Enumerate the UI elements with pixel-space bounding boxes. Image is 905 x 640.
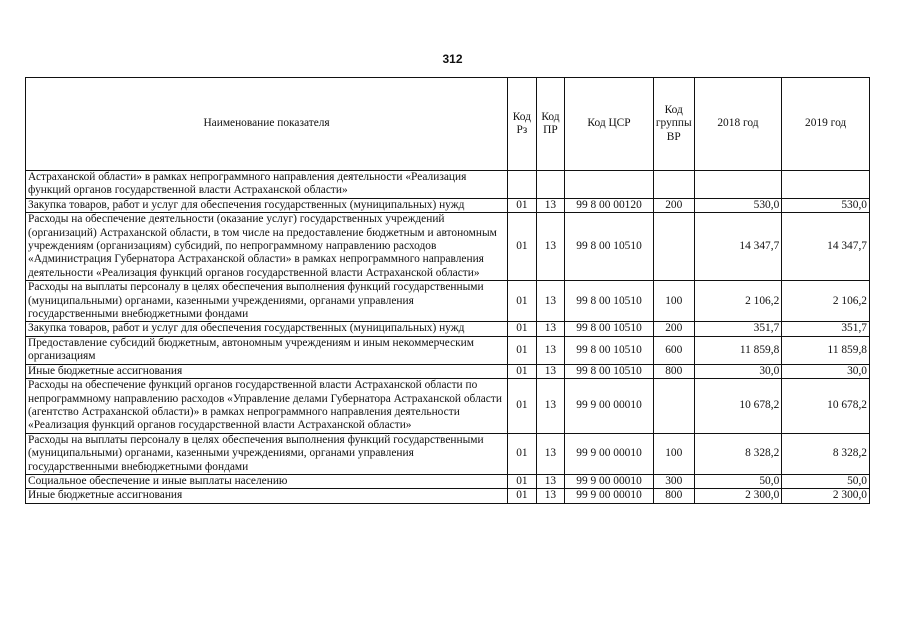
row-2018: 10 678,2 <box>694 379 782 434</box>
table-header-row <box>26 78 870 171</box>
row-rz: 01 <box>508 336 537 364</box>
row-2019: 530,0 <box>782 198 870 212</box>
row-csr <box>565 171 654 199</box>
row-2018: 30,0 <box>694 364 782 378</box>
row-rz <box>508 171 537 199</box>
header-vr: Код группы ВР <box>653 78 694 171</box>
row-rz: 01 <box>508 489 537 503</box>
row-name: Социальное обеспечение и иные выплаты населению <box>26 474 508 488</box>
row-csr: 99 8 00 10510 <box>565 336 654 364</box>
row-2019: 8 328,2 <box>782 433 870 474</box>
row-rz: 01 <box>508 474 537 488</box>
table-row <box>26 336 870 364</box>
row-vr <box>653 171 694 199</box>
table-row <box>26 322 870 336</box>
row-vr: 200 <box>653 198 694 212</box>
row-csr: 99 8 00 10510 <box>565 322 654 336</box>
row-vr: 600 <box>653 336 694 364</box>
row-csr: 99 9 00 00010 <box>565 474 654 488</box>
row-rz: 01 <box>508 379 537 434</box>
row-name: Закупка товаров, работ и услуг для обеспечения государственных (муниципальных) нужд <box>26 322 508 336</box>
header-csr: Код ЦСР <box>565 78 654 171</box>
row-vr <box>653 213 694 281</box>
row-vr: 100 <box>653 281 694 322</box>
row-csr: 99 8 00 10510 <box>565 281 654 322</box>
row-csr: 99 9 00 00010 <box>565 379 654 434</box>
row-csr: 99 8 00 00120 <box>565 198 654 212</box>
row-name: Расходы на выплаты персоналу в целях обеспечения выполнения функций государственными (муниципальными) органами, казенными учреждениями, органами управления государственными внебюджетными фондами <box>26 433 508 474</box>
page-number: 312 <box>442 52 463 66</box>
row-name: Предоставление субсидий бюджетным, автономным учреждениям и иным некоммерческим организациям <box>26 336 508 364</box>
row-name: Закупка товаров, работ и услуг для обеспечения государственных (муниципальных) нужд <box>26 198 508 212</box>
row-2019: 50,0 <box>782 474 870 488</box>
table-row <box>26 364 870 378</box>
row-2018: 50,0 <box>694 474 782 488</box>
table-row <box>26 489 870 503</box>
row-pr: 13 <box>536 198 565 212</box>
row-2018: 2 300,0 <box>694 489 782 503</box>
row-pr: 13 <box>536 336 565 364</box>
row-csr: 99 9 00 00010 <box>565 433 654 474</box>
header-2019: 2019 год <box>782 78 870 171</box>
row-rz: 01 <box>508 433 537 474</box>
row-csr: 99 8 00 10510 <box>565 364 654 378</box>
row-rz: 01 <box>508 213 537 281</box>
row-2018: 14 347,7 <box>694 213 782 281</box>
row-2019: 2 300,0 <box>782 489 870 503</box>
header-2018: 2018 год <box>694 78 782 171</box>
row-rz: 01 <box>508 322 537 336</box>
row-2018: 351,7 <box>694 322 782 336</box>
table-row <box>26 198 870 212</box>
row-name: Иные бюджетные ассигнования <box>26 489 508 503</box>
row-pr: 13 <box>536 489 565 503</box>
row-2019: 10 678,2 <box>782 379 870 434</box>
row-rz: 01 <box>508 364 537 378</box>
header-rz: Код Рз <box>508 78 537 171</box>
row-2018: 530,0 <box>694 198 782 212</box>
row-pr: 13 <box>536 433 565 474</box>
row-pr: 13 <box>536 474 565 488</box>
row-pr: 13 <box>536 364 565 378</box>
row-2018 <box>694 171 782 199</box>
row-2019: 11 859,8 <box>782 336 870 364</box>
row-vr: 800 <box>653 489 694 503</box>
row-name: Расходы на выплаты персоналу в целях обеспечения выполнения функций государственными (муниципальными) органами, казенными учреждениями, органами управления государственными внебюджетными фондами <box>26 281 508 322</box>
row-vr: 800 <box>653 364 694 378</box>
row-vr: 300 <box>653 474 694 488</box>
row-2018: 8 328,2 <box>694 433 782 474</box>
row-2019: 2 106,2 <box>782 281 870 322</box>
table-row <box>26 171 870 199</box>
row-pr: 13 <box>536 322 565 336</box>
table-row <box>26 474 870 488</box>
row-name: Иные бюджетные ассигнования <box>26 364 508 378</box>
row-pr <box>536 171 565 199</box>
budget-table <box>25 77 870 504</box>
row-name: Расходы на обеспечение функций органов государственной власти Астраханской области по непрограммному направлению расходов «Управление делами Губернатора Астраханской области (агентство Астраханской области)» в рамках непрограммного направления деятельности «Реализация функций органов государственной власти Астраханской области» <box>26 379 508 434</box>
row-2019: 30,0 <box>782 364 870 378</box>
row-csr: 99 9 00 00010 <box>565 489 654 503</box>
header-name: Наименование показателя <box>26 78 508 171</box>
row-vr <box>653 379 694 434</box>
row-2019: 14 347,7 <box>782 213 870 281</box>
row-pr: 13 <box>536 213 565 281</box>
row-pr: 13 <box>536 379 565 434</box>
table-row <box>26 281 870 322</box>
row-vr: 100 <box>653 433 694 474</box>
row-vr: 200 <box>653 322 694 336</box>
row-2019: 351,7 <box>782 322 870 336</box>
row-2019 <box>782 171 870 199</box>
row-2018: 11 859,8 <box>694 336 782 364</box>
row-2018: 2 106,2 <box>694 281 782 322</box>
table-row <box>26 433 870 474</box>
row-rz: 01 <box>508 281 537 322</box>
row-csr: 99 8 00 10510 <box>565 213 654 281</box>
row-pr: 13 <box>536 281 565 322</box>
table-row <box>26 213 870 281</box>
header-pr: Код ПР <box>536 78 565 171</box>
row-name: Расходы на обеспечение деятельности (оказание услуг) государственных учреждений (организаций) Астраханской области, в том числе на предоставление бюджетным и автономным учреждениям (организациям) субсидий, по непрограммному направлению расходов «Администрация Губернатора Астраханской области» в рамках непрограммного направления деятельности «Реализация функций органов государственной власти Астраханской области» <box>26 213 508 281</box>
table-row <box>26 379 870 434</box>
row-name: Астраханской области» в рамках непрограммного направления деятельности «Реализация функций органов государственной власти Астраханской области» <box>26 171 508 199</box>
row-rz: 01 <box>508 198 537 212</box>
